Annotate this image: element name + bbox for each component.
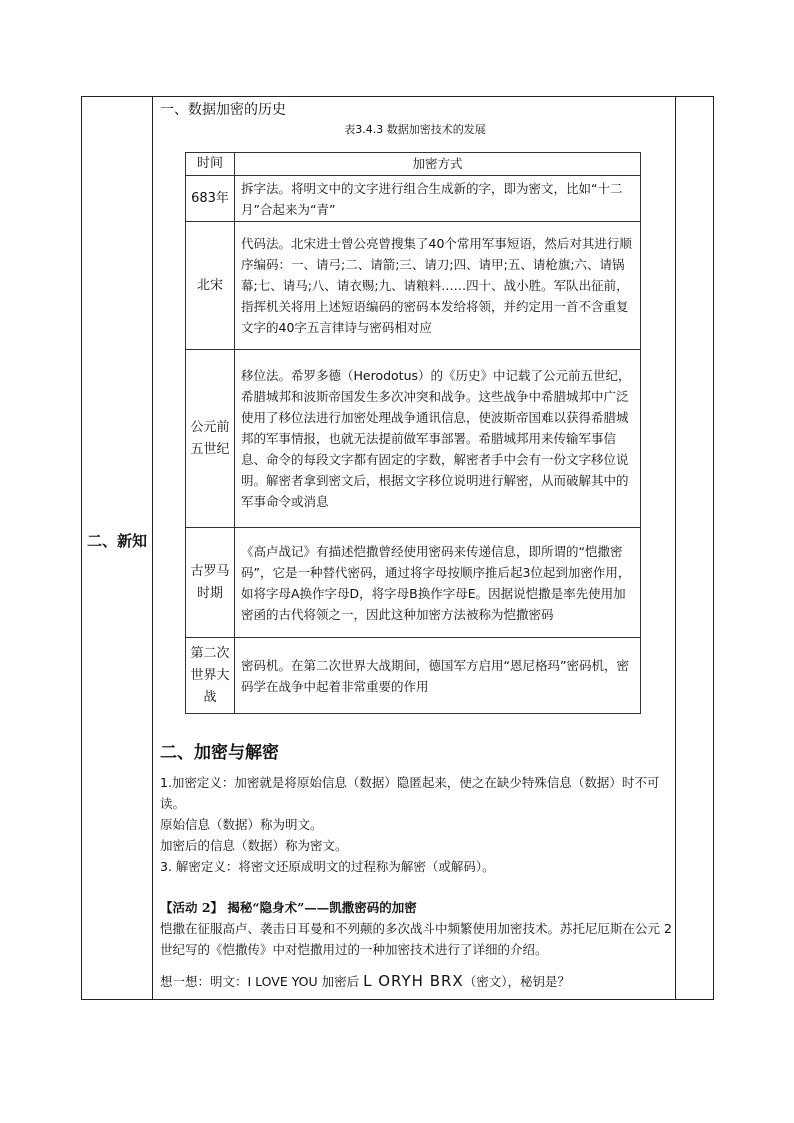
row-method: 密码机。在第二次世界大战期间，德国军方启用“恩尼格玛”密码机，密码学在战争中起着非常重要的作用 xyxy=(235,638,641,714)
row-time: 北宋 xyxy=(186,222,235,350)
header-time: 时间 xyxy=(186,153,235,176)
column-divider-left xyxy=(152,96,153,1000)
section1-title: 一、数据加密的历史 xyxy=(160,102,286,118)
row-method: 移位法。希罗多德（Herodotus）的《历史》中记载了公元前五世纪，希腊城邦和波斯帝国发生多次冲突和战争。这些战争中希腊城邦中广泛使用了移位法进行加密处理战争通讯信息，使波斯帝国难以获得希腊城邦的军事情报，也就无法提前做军事部署。希腊城邦用来传输军事信息、命令的每段文字都有固定的字数，解密者手中会有一份文字移位说明。解密者拿到密文后，根据文字移位说明进行解密，从而破解其中的军事命令或消息 xyxy=(235,350,641,528)
table-header-row xyxy=(186,153,641,176)
activity-title: 【活动 2】 揭秘“隐身术”——凯撒密码的加密 xyxy=(160,900,417,915)
table-row xyxy=(186,638,641,714)
activity-text: 恺撒在征服高卢、袭击日耳曼和不列颠的多次战斗中频繁使用加密技术。苏托尼厄斯在公元 2 世纪写的《恺撒传》中对恺撒用过的一种加密技术进行了详细的介绍。 xyxy=(160,921,672,957)
definition-plaintext: 原始信息（数据）称为明文。 xyxy=(160,817,323,832)
row-method: 拆字法。将明文中的文字进行组合生成新的字，即为密文，比如“十二月”合起来为“青” xyxy=(235,176,641,222)
think-suffix: （密文），秘钥是？ xyxy=(463,974,570,989)
think-prefix: 想一想：明文：I LOVE YOU 加密后 xyxy=(160,974,364,989)
think-question xyxy=(160,971,675,992)
row-time: 第二次世界大战 xyxy=(186,638,235,714)
row-time: 公元前五世纪 xyxy=(186,350,235,528)
header-method: 加密方式 xyxy=(235,153,641,176)
table-row xyxy=(186,350,641,528)
section2-title: 二、加密与解密 xyxy=(160,743,279,763)
table-row xyxy=(186,528,641,638)
definition-encrypt: 1.加密定义：加密就是将原始信息（数据）隐匿起来，使之在缺少特殊信息（数据）时不可读。 xyxy=(160,775,660,811)
table-caption: 表3.4.3 数据加密技术的发展 xyxy=(344,123,486,136)
column-divider-right xyxy=(675,96,676,1000)
row-method: 《高卢战记》有描述恺撒曾经使用密码来传递信息，即所谓的“恺撒密码”，它是一种替代密码，通过将字母按顺序推后起3位起到加密作用，如将字母A换作字母D，将字母B换作字母E。因据说恺撒是率先使用加密函的古代将领之一，因此这种加密方法被称为恺撒密码 xyxy=(235,528,641,638)
definition-ciphertext: 加密后的信息（数据）称为密文。 xyxy=(160,838,348,853)
encryption-history-table xyxy=(185,152,641,714)
row-time: 古罗马时期 xyxy=(186,528,235,638)
table-row xyxy=(186,176,641,222)
row-label: 二、新知 xyxy=(86,532,147,550)
cipher-text: L ORYH BRX xyxy=(363,972,464,990)
table-row xyxy=(186,222,641,350)
row-method: 代码法。北宋进士曾公亮曾搜集了40个常用军事短语，然后对其进行顺序编码：一、请弓;二、请箭;三、请刀;四、请甲;五、请枪旗;六、请锅幕;七、请马;八、请衣赐;九、请粮料……四十、战小胜。军队出征前，指挥机关将用上述短语编码的密码本发给将领，并约定用一首不含重复文字的40字五言律诗与密码相对应 xyxy=(235,222,641,350)
row-time: 683年 xyxy=(186,176,235,222)
definition-decrypt: 3. 解密定义：将密文还原成明文的过程称为解密（或解码）。 xyxy=(160,859,495,874)
